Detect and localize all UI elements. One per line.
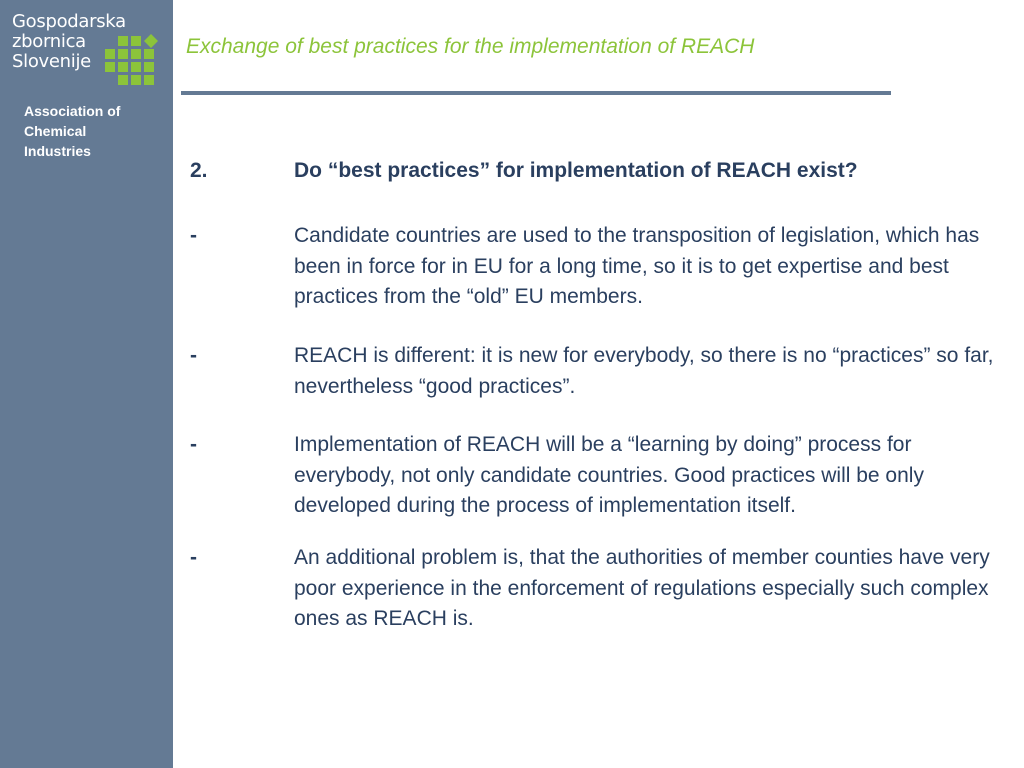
bullet-marker: - [190, 433, 197, 456]
section-number: 2. [190, 159, 208, 182]
bullet-text: Candidate countries are used to the transposition of legislation, which has been in force for in EU for a long time, so it is to get expertise and best practices from the “old” EU members. [294, 224, 980, 308]
chamber-logo-icon [104, 34, 160, 90]
bullet-marker: - [190, 344, 197, 367]
bullet-text: REACH is different: it is new for everybody, so there is no “practices” so far, nevertheless “good practices”. [294, 344, 994, 398]
title-divider [181, 91, 891, 95]
logo-line: Slovenije [12, 51, 91, 72]
association-label [24, 101, 164, 161]
logo-line: zbornica [12, 31, 86, 52]
bullet-text: An additional problem is, that the authorities of member counties have very poor experience in the enforcement of regulations especially such complex ones as REACH is. [294, 546, 990, 630]
association-line: Industries [24, 143, 91, 159]
bullet-marker: - [190, 546, 197, 569]
association-line: Association of [24, 103, 121, 119]
section-heading-text: Do “best practices” for implementation of REACH exist? [294, 159, 858, 182]
sidebar [0, 0, 173, 768]
bullet-text: Implementation of REACH will be a “learning by doing” process for everybody, not only candidate countries. Good practices will be only developed during the process of implementation itself. [294, 433, 924, 517]
association-line: Chemical [24, 123, 87, 139]
page-title: Exchange of best practices for the implementation of REACH [186, 35, 755, 58]
logo-line: Gospodarska [12, 11, 126, 32]
bullet-marker: - [190, 224, 197, 247]
